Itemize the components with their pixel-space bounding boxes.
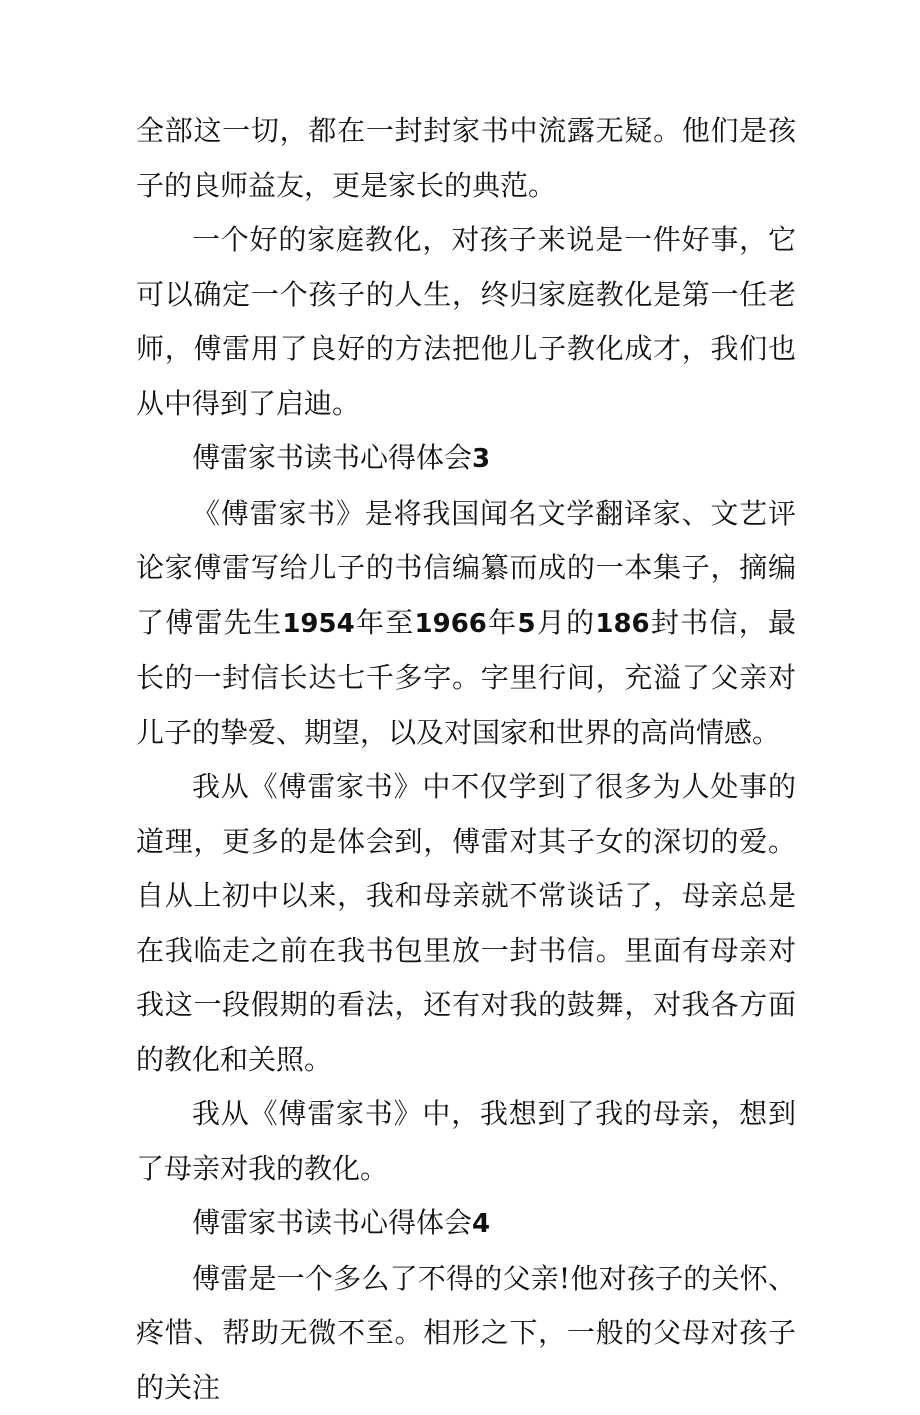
year-number: 1966: [415, 609, 487, 639]
section-heading-4: [136, 1196, 796, 1252]
month-number: 5: [517, 609, 535, 639]
paragraph-5: 我从《傅雷家书》中，我想到了我的母亲，想到了母亲对我的教化。: [136, 1087, 796, 1196]
section-heading-3: [136, 431, 796, 487]
text-run: 年: [487, 606, 518, 639]
letter-count-number: 186: [595, 609, 649, 639]
document-body: [136, 104, 796, 1415]
paragraph-2: 一个好的家庭教化，对孩子来说是一件好事，它可以确定一个孩子的人生，终归家庭教化是第一任老师，傅雷用了良好的方法把他儿子教化成才，我们也从中得到了启迪。: [136, 213, 796, 431]
heading-text: 傅雷家书读书心得体会: [192, 441, 472, 474]
year-number: 1954: [282, 609, 354, 639]
heading-text: 傅雷家书读书心得体会: [192, 1206, 472, 1239]
heading-number: 4: [472, 1209, 490, 1239]
text-run: 月的: [536, 606, 596, 639]
paragraph-6: 傅雷是一个多么了不得的父亲!他对孩子的关怀、疼惜、帮助无微不至。相形之下，一般的父母对孩子的关注: [136, 1252, 796, 1415]
paragraph-3: [136, 487, 796, 761]
text-run: 封书信，最长的一封信长达七千多字。字里行间，充溢了父亲对儿子的挚爱、期望，以及对国家和世界的高尚情感。: [136, 606, 796, 749]
heading-number: 3: [472, 444, 490, 474]
text-run: 年至: [355, 606, 415, 639]
paragraph-1: 全部这一切，都在一封封家书中流露无疑。他们是孩子的良师益友，更是家长的典范。: [136, 104, 796, 213]
text-run: 《傅雷家书》是将我国闻名文学翻译家、文艺评论家傅雷写给儿子的书信编纂而成的一本集子，摘编了傅雷先生: [136, 497, 796, 639]
paragraph-4: 我从《傅雷家书》中不仅学到了很多为人处事的道理，更多的是体会到，傅雷对其子女的深切的爱。自从上初中以来，我和母亲就不常谈话了，母亲总是在我临走之前在我书包里放一封书信。里面有母亲对我这一段假期的看法，还有对我的鼓舞，对我各方面的教化和关照。: [136, 760, 796, 1087]
